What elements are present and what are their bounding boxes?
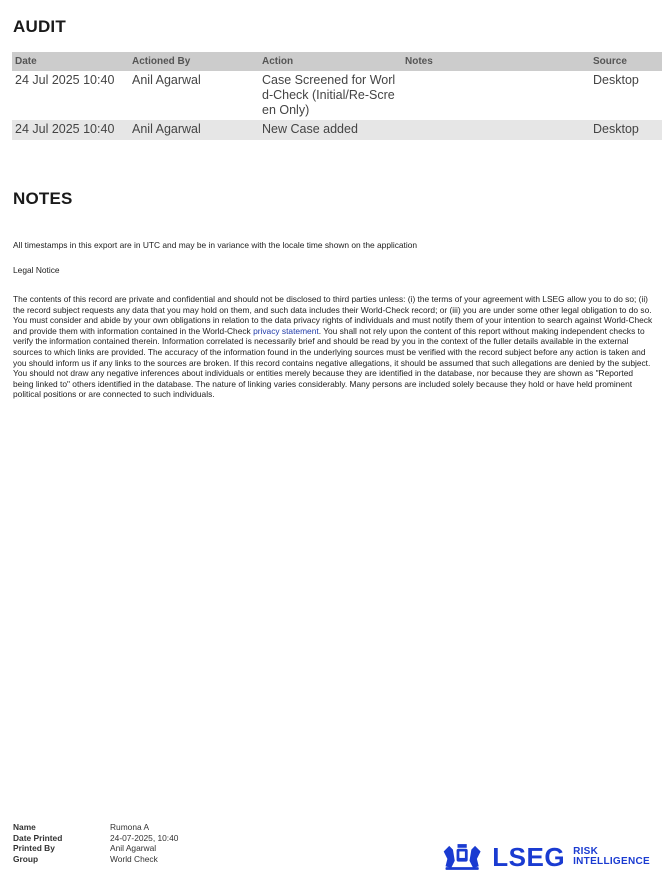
lseg-logo: [440, 841, 650, 873]
legal-notice-body: [13, 294, 653, 400]
cell-action: New Case added: [259, 120, 402, 140]
notes-heading: NOTES: [13, 189, 73, 208]
cell-actioned-by: Anil Agarwal: [132, 73, 201, 87]
audit-heading: AUDIT: [13, 17, 66, 36]
footer-group-value: World Check: [110, 853, 158, 864]
cell-date: 24 Jul 2025 10:40: [12, 120, 129, 140]
timestamp-note: All timestamps in this export are in UTC and may be in variance with the locale time shown on the application: [13, 240, 418, 250]
audit-header-row: [12, 52, 662, 71]
footer-printed-by-label: Printed By: [13, 843, 55, 853]
footer-printed-by-value: Anil Agarwal: [110, 843, 157, 853]
table-row: [12, 120, 662, 140]
audit-table: [12, 52, 662, 140]
privacy-statement-link[interactable]: privacy statement: [253, 325, 319, 336]
cell-notes: [402, 120, 590, 140]
lseg-wordmark: LSEG: [492, 841, 566, 872]
table-row: [12, 71, 662, 120]
legal-text-part1: The contents of this record are private and confidential and should not be disclosed to third parties unless: (i) the terms of your agreement with LSEG allow you to do so; (ii) the record subject requests any data that you may hold on them, and such data includes their World-Check record; or (iii) you are under some other legal obligation to do so. You must consider and abide by your own obligations in relation to the data privacy rights of individuals and must notify them of your intention to search against World-Check and provide them with information contained in the World-Check: [13, 294, 653, 336]
footer-date-value: 24-07-2025, 10:40: [110, 832, 179, 843]
logo-line-intelligence: INTELLIGENCE: [573, 856, 650, 867]
logo-subtitle: [573, 847, 650, 867]
col-header-source: Source: [590, 52, 662, 71]
cell-action: Case Screened for World-Check (Initial/Re-Screen Only): [262, 73, 396, 117]
col-header-actioned-by: Actioned By: [129, 52, 259, 71]
col-header-action: Action: [259, 52, 402, 71]
cell-source: Desktop: [590, 120, 662, 140]
cell-actioned-by: Anil Agarwal: [129, 120, 259, 140]
legal-notice-heading: Legal Notice: [13, 265, 60, 275]
col-header-date: Date: [12, 52, 129, 71]
legal-text-part2: . You shall not rely upon the content of this report without making independent checks to verify the information contained therein. Information correlated is necessarily brief and should be read by you in the context of the fuller details available in the external sources to which links are provided. The accuracy of the information found in the underlying sources must be verified with the record subject before any action is taken and you should inform us if any links to the sources are broken. If this record contains negative allegations, it should be assumed that such allegations are denied by the subject. You should not draw any negative inferences about individuals or entities merely because they are identified in the database, nor because they are shown as "Reported being linked to" others identified in the database. The nature of linking varies considerably. Many persons are included solely because they hold or have held prominent political positions or are connected to such individuals.: [13, 325, 651, 400]
cell-date: 24 Jul 2025 10:40: [15, 73, 115, 87]
footer-name-label: Name: [13, 822, 36, 832]
print-footer: [13, 822, 178, 864]
lion-unicorn-crest-icon: [440, 841, 484, 873]
footer-name-value: Rumona A: [110, 822, 150, 832]
logo-line-risk: RISK: [573, 846, 599, 857]
col-header-notes: Notes: [402, 52, 590, 71]
cell-notes: [402, 71, 590, 120]
cell-source: Desktop: [593, 73, 639, 87]
footer-group-label: Group: [13, 853, 39, 864]
footer-date-label: Date Printed: [13, 832, 63, 843]
